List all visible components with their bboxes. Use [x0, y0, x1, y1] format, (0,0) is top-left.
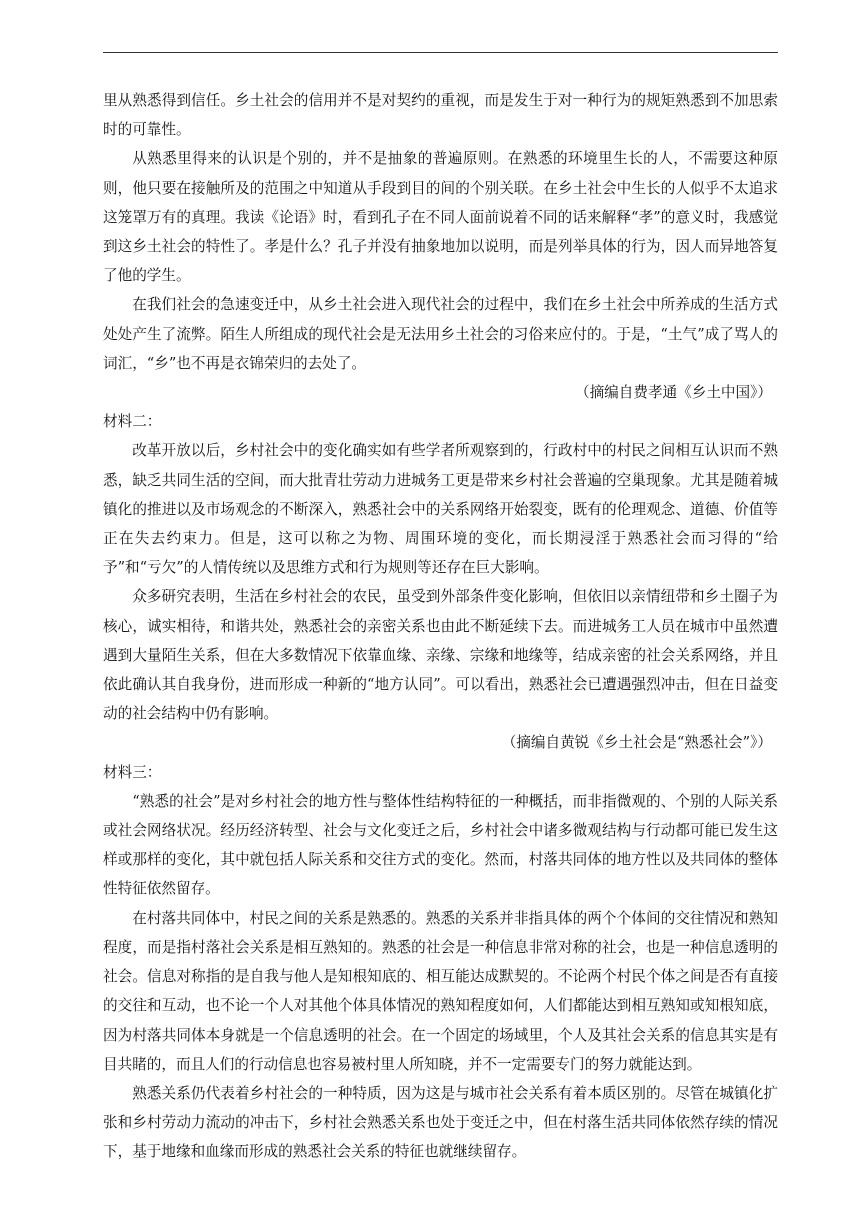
material-one-paragraph-2: 在我们社会的急速变迁中，从乡土社会进入现代社会的过程中，我们在乡土社会中所养成的生活方式处处产生了流弊。陌生人所组成的现代社会是无法用乡土社会的习俗来应付的。于是，“土气”成了骂人的词汇，“乡”也不再是衣锦荣归的去处了。 [103, 296, 778, 372]
material-two-source: （摘编自黄锐《乡土社会是“熟悉社会”》） [501, 734, 772, 752]
header-rule [103, 52, 778, 53]
material-two-label: 材料二： [103, 413, 162, 431]
material-two-paragraph-1: 改革开放以后，乡村社会中的变化确实如有些学者所观察到的，行政村中的村民之间相互认识而不熟悉，缺乏共同生活的空间，而大批青壮劳动力进城务工更是带来乡村社会普遍的空巢现象。尤其是随着城镇化的推进以及市场观念的不断深入，熟悉社会中的关系网络开始裂变，既有的伦理观念、道德、价值等正在失去约束力。但是，这可以称之为物、周围环境的变化，而长期浸淫于熟悉社会而习得的“给予”和“亏欠”的人情传统以及思维方式和行为规则等还存在巨大影响。 [103, 442, 778, 577]
material-one-paragraph-1: 从熟悉里得来的认识是个别的，并不是抽象的普遍原则。在熟悉的环境里生长的人，不需要这种原则，他只要在接触所及的范围之中知道从手段到目的间的个别关联。在乡土社会中生长的人似乎不太追求这笼罩万有的真理。我读《论语》时，看到孔子在不同人面前说着不同的话来解释“孝”的意义时，我感觉到这乡土社会的特性了。孝是什么？孔子并没有抽象地加以说明，而是列举具体的行为，因人而异地答复了他的学生。 [103, 150, 778, 285]
material-three-paragraph-3: 熟悉关系仍代表着乡村社会的一种特质，因为这是与城市社会关系有着本质区别的。尽管在城镇化扩张和乡村劳动力流动的冲击下，乡村社会熟悉关系也处于变迁之中，但在村落生活共同体依然存续的情况下，基于地缘和血缘而形成的熟悉社会关系的特征也就继续留存。 [103, 1084, 778, 1161]
material-three-paragraph-2: 在村落共同体中，村民之间的关系是熟悉的。熟悉的关系并非指具体的两个个体间的交往情况和熟知程度，而是指村落社会关系是相互熟知的。熟悉的社会是一种信息非常对称的社会，也是一种信息透明的社会。信息对称指的是自我与他人是知根知底的、相互能达成默契的。不论两个村民个体之间是否有直接的交往和互动，也不论一个人对其他个体具体情况的熟知程度如何，人们都能达到相互熟知或知根知底，因为村落共同体本身就是一个信息透明的社会。在一个固定的场域里，个人及其社会关系的信息其实是有目共睹的，而且人们的行动信息也容易被村里人所知晓，并不一定需要专门的努力就能达到。 [103, 909, 778, 1073]
material-one-source: （摘编自费孝通《乡土中国》） [574, 384, 772, 402]
material-three-label: 材料三： [103, 763, 162, 781]
document-body [103, 86, 778, 1167]
material-one-continued-paragraph: 里从熟悉得到信任。乡土社会的信用并不是对契约的重视，而是发生于对一种行为的规矩熟悉到不加思索时的可靠性。 [103, 92, 778, 139]
material-two-paragraph-2: 众多研究表明，生活在乡村社会的农民，虽受到外部条件变化影响，但依旧以亲情纽带和乡土圈子为核心，诚实相待，和谐共处，熟悉社会的亲密关系也由此不断延续下去。而进城务工人员在城市中虽然遭遇到大量陌生关系，但在大多数情况下依靠血缘、亲缘、宗缘和地缘等，结成亲密的社会关系网络，并且依此确认其自我身份，进而形成一种新的“地方认同”。可以看出，熟悉社会已遭遇强烈冲击，但在日益变动的社会结构中仍有影响。 [103, 588, 778, 723]
material-three-paragraph-1: “熟悉的社会”是对乡村社会的地方性与整体性结构特征的一种概括，而非指微观的、个别的人际关系或社会网络状况。经历经济转型、社会与文化变迁之后，乡村社会中诸多微观结构与行动都可能已发生这样或那样的变化，其中就包括人际关系和交往方式的变化。然而，村落共同体的地方性以及共同体的整体性特征依然留存。 [103, 792, 778, 898]
